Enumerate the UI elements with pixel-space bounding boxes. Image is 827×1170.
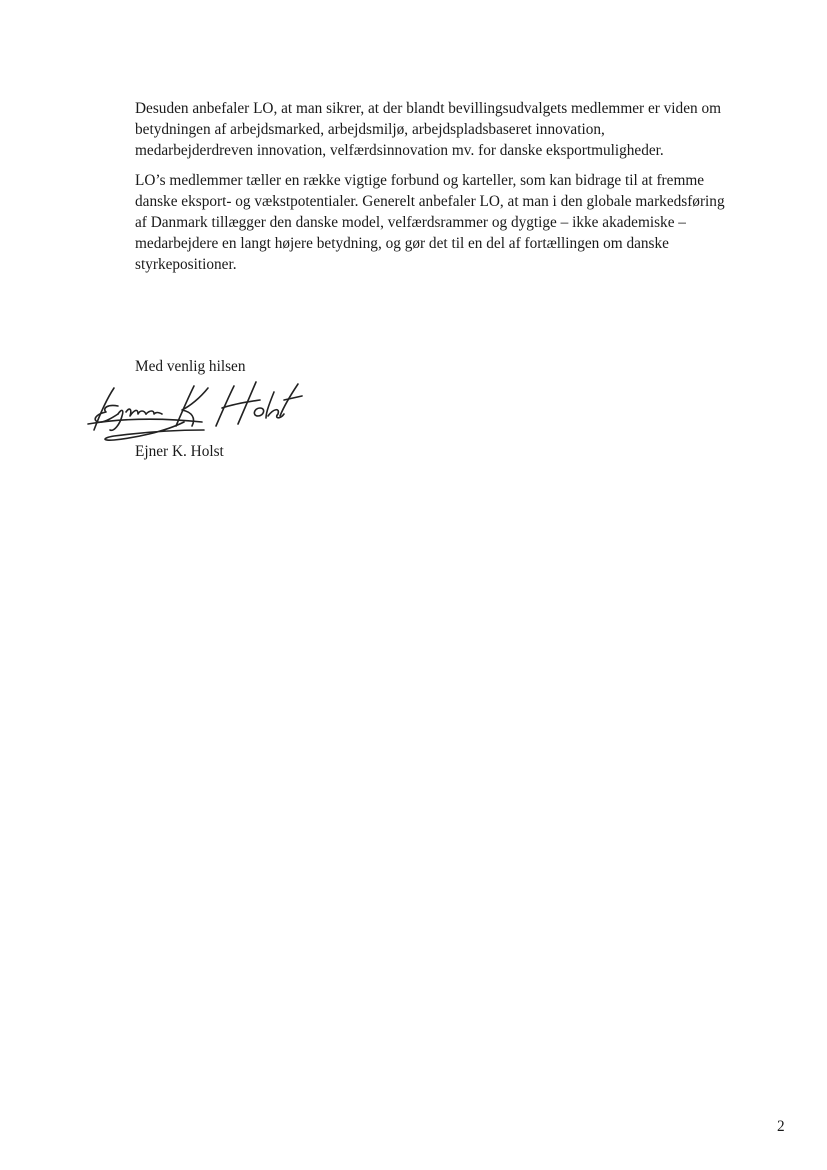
handwritten-signature (84, 378, 306, 442)
letter-body (135, 98, 725, 284)
closing-salutation: Med venlig hilsen (135, 358, 246, 375)
paragraph-recommendation: Desuden anbefaler LO, at man sikrer, at der blandt bevillingsudvalgets medlemmer er viden om betydningen af arbejdsmarked, arbejdsmiljø, arbejdspladsbaseret innovation, medarbejderdreven innovation, velfærdsinnovation mv. for danske eksportmuligheder. (135, 100, 722, 159)
signer-name: Ejner K. Holst (135, 443, 224, 460)
page-number: 2 (777, 1118, 785, 1135)
paragraph-members: LO’s medlemmer tæller en række vigtige forbund og karteller, som kan bidrage til at fremme danske eksport- og vækstpotentialer. Generelt anbefaler LO, at man i den globale markedsføring af Danmark tillægger den danske model, velfærdsrammer og dygtige – ikke akademiske – medarbejdere en langt højere betydning, og gør det til en del af fortællingen om danske styrkepositioner. (135, 172, 725, 273)
